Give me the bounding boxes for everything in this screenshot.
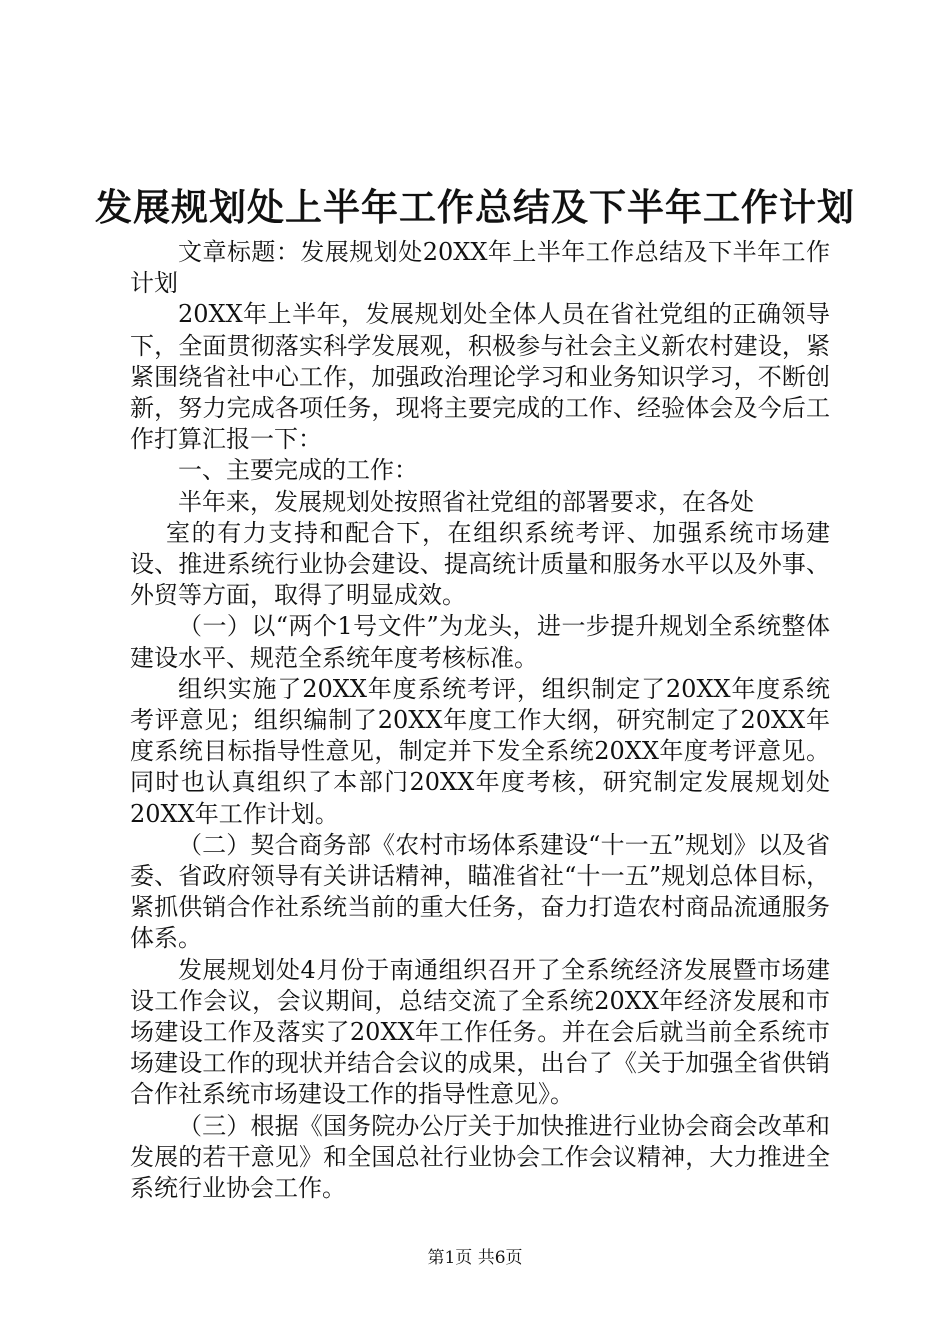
subheading-1: （一）以“两个1号文件”为龙头，进一步提升规划全系统整体建设水平、规范全系统年度考核标准。	[130, 612, 830, 672]
subheading-2: （二）契合商务部《农村市场体系建设“十一五”规划》以及省委、省政府领导有关讲话精神，瞄准省社“十一五”规划总体目标，紧抓供销合作社系统当前的重大任务，奋力打造农村商品流通服务体系。	[130, 830, 830, 953]
paragraph-article-title: 文章标题：发展规划处20XX年上半年工作总结及下半年工作计划	[130, 238, 830, 298]
paragraph-evaluation: 组织实施了20XX年度系统考评，组织制定了20XX年度系统考评意见；组织编制了20XX年度工作大纲，研究制定了20XX年度系统目标指导性意见，制定并下发全系统20XX年度考评意见。同时也认真组织了本部门20XX年度考核，研究制定发展规划处20XX年工作计划。	[130, 674, 830, 828]
paragraph-achievements: 室的有力支持和配合下，在组织系统考评、加强系统市场建设、推进系统行业协会建设、提高统计质量和服务水平以及外事、外贸等方面，取得了明显成效。	[130, 518, 830, 610]
paragraph-nantong-meeting: 发展规划处4月份于南通组织召开了全系统经济发展暨市场建设工作会议，会议期间，总结交流了全系统20XX年经济发展和市场建设工作及落实了20XX年工作任务。并在会后就当前全系统市场建设工作的现状并结合会议的成果，出台了《关于加强全省供销合作社系统市场建设工作的指导性意见》。	[130, 955, 830, 1109]
document-body	[130, 237, 830, 1204]
paragraph-half-year: 半年来，发展规划处按照省社党组的部署要求，在各处	[178, 487, 754, 516]
subheading-3: （三）根据《国务院办公厅关于加快推进行业协会商会改革和发展的若干意见》和全国总社行业协会工作会议精神，大力推进全系统行业协会工作。	[130, 1111, 830, 1203]
page-footer: 第1页 共6页	[427, 1248, 523, 1268]
document-title: 发展规划处上半年工作总结及下半年工作计划	[95, 185, 855, 229]
section-heading-1: 一、主要完成的工作：	[178, 456, 418, 485]
paragraph-intro: 20XX年上半年，发展规划处全体人员在省社党组的正确领导下，全面贯彻落实科学发展观，积极参与社会主义新农村建设，紧紧围绕省社中心工作，加强政治理论学习和业务知识学习，不断创新，努力完成各项任务，现将主要完成的工作、经验体会及今后工作打算汇报一下：	[130, 300, 830, 454]
